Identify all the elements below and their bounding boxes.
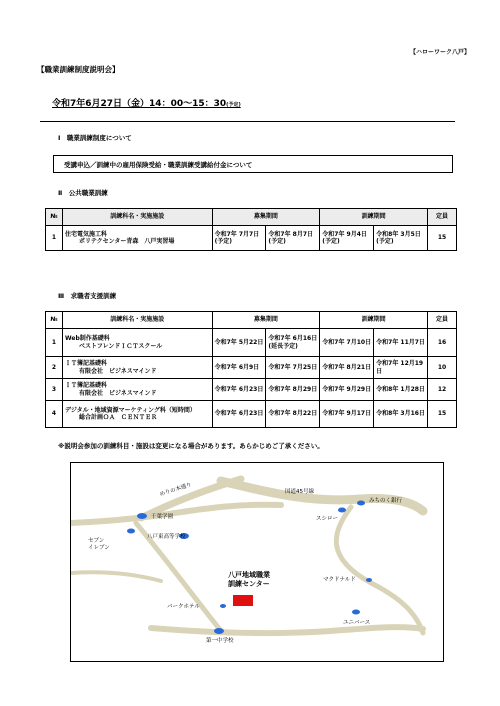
label-training-center: 八戸地域職業 訓練センター — [228, 571, 270, 589]
recruit-end: 令和7年 7月25日 — [266, 357, 320, 379]
training-end: 令和7年 12月19日 — [374, 357, 428, 379]
road-upper — [71, 505, 281, 523]
row-no: 2 — [46, 357, 63, 379]
row-no: 1 — [46, 329, 63, 357]
table-row — [46, 357, 457, 379]
row-course — [62, 357, 212, 379]
section3-title: Ⅲ 求職者支援訓練 — [58, 292, 117, 300]
header-course: 訓練科名・実施施設 — [62, 312, 212, 329]
section2-title: Ⅱ 公共職業訓練 — [58, 189, 108, 197]
row-capacity: 15 — [428, 401, 457, 428]
header-no: № — [46, 209, 63, 226]
marker-bank — [357, 501, 365, 506]
row-course — [62, 226, 212, 251]
header-capacity: 定員 — [428, 312, 457, 329]
center-building — [233, 595, 253, 606]
table-header-row — [46, 209, 457, 226]
marker-universe — [352, 610, 360, 615]
recruit-start: 令和7年 6月23日 — [212, 401, 266, 428]
header-no: № — [46, 312, 63, 329]
table-row — [46, 379, 457, 401]
office-tag: 【ハローワーク八戸】 — [409, 49, 470, 56]
label-higashi: 八戸東高等学校 — [147, 534, 186, 540]
training-start: 令和7年 7月10日 — [320, 329, 374, 357]
table-header-row — [46, 312, 457, 329]
course-name: Web制作基礎科 — [64, 335, 110, 343]
course-name: デジタル・地域資源マーケティング科（短時間） — [64, 406, 196, 414]
course-name: ＩＴ簿記基礎科 — [64, 360, 107, 368]
map-roads — [71, 463, 443, 661]
row-capacity: 15 — [428, 226, 457, 251]
training-start: 令和7年 9月17日 — [320, 401, 374, 428]
table-row — [46, 329, 457, 357]
recruit-start: 令和7年 5月22日 — [212, 329, 266, 357]
row-course — [62, 329, 212, 357]
label-sushiro: スシロー — [316, 516, 339, 522]
divider — [40, 121, 455, 122]
road-left — [71, 572, 161, 581]
row-no: 4 — [46, 401, 63, 428]
access-map — [70, 462, 444, 662]
label-bank: みちのく銀行 — [369, 498, 403, 504]
recruit-start: 令和7年 6月23日 — [212, 379, 266, 401]
course-facility: 総合計画ＯＡ ＣＥＮＴＥＲ — [78, 414, 157, 421]
marker-daiichi — [214, 628, 224, 634]
header-recruit: 募集期間 — [212, 209, 320, 226]
marker-seven — [127, 529, 135, 534]
label-road-route45: 国道45号線 — [285, 489, 314, 495]
row-no: 3 — [46, 379, 63, 401]
course-facility: ベストフレンドＩＣＴスクール — [78, 342, 163, 350]
header-recruit: 募集期間 — [212, 312, 320, 329]
label-road-merinoki: めりの木通り — [159, 481, 193, 498]
event-date-note: (予定) — [226, 102, 241, 108]
label-universe: ユニバース — [343, 620, 371, 626]
recruit-end: 令和7年 8月7日(予定) — [266, 226, 320, 251]
road-right — [336, 507, 423, 633]
training-start: 令和7年 9月4日(予定) — [320, 226, 374, 251]
event-datetime — [52, 96, 241, 109]
course-facility: 有限会社 ビジネスマインド — [78, 389, 157, 397]
section1-box: 受講申込／訓練中の雇用保険受給・職業訓練受講給付金について — [53, 155, 453, 173]
public-training-table — [45, 208, 457, 251]
label-chiba: 千葉学園 — [151, 514, 174, 520]
label-seven: セブン イレブン — [88, 538, 110, 551]
road-bottom — [151, 627, 423, 633]
marker-chiba — [137, 513, 147, 519]
row-course — [62, 379, 212, 401]
marker-mac — [366, 578, 372, 582]
training-end: 令和8年 3月16日 — [374, 401, 428, 428]
recruit-end: 令和7年 6月16日 (延長予定) — [266, 329, 320, 357]
course-facility: 有限会社 ビジネスマインド — [78, 367, 157, 375]
training-end: 令和8年 3月5日(予定) — [374, 226, 428, 251]
training-start: 令和7年 9月29日 — [320, 379, 374, 401]
training-start: 令和7年 8月21日 — [320, 357, 374, 379]
jobseeker-training-table — [45, 311, 457, 428]
table-row — [46, 226, 457, 251]
marker-sushiro — [338, 508, 346, 513]
header-training: 訓練期間 — [320, 209, 428, 226]
course-facility: ポリテクセンター青森 八戸実習場 — [78, 238, 175, 245]
section1-title: Ⅰ 職業訓練制度について — [58, 134, 132, 142]
event-date-text: 令和7年6月27日（金）14：00～15：30 — [52, 99, 227, 109]
course-name: ＩＴ簿記基礎科 — [64, 382, 107, 390]
row-capacity: 10 — [428, 357, 457, 379]
label-mcdonalds: マクドナルド — [323, 577, 356, 583]
recruit-end: 令和7年 8月22日 — [266, 401, 320, 428]
row-no: 1 — [46, 226, 63, 251]
marker-hotel — [220, 604, 226, 608]
table-row — [46, 401, 457, 428]
recruit-start: 令和7年 6月9日 — [212, 357, 266, 379]
header-training: 訓練期間 — [320, 312, 428, 329]
label-park-hotel: パークホテル — [167, 604, 200, 610]
row-course — [62, 401, 212, 428]
recruit-end: 令和7年 8月29日 — [266, 379, 320, 401]
training-end: 令和7年 11月7日 — [374, 329, 428, 357]
recruit-start: 令和7年 7月7日(予定) — [212, 226, 266, 251]
course-name: 住宅電気施工科 — [64, 230, 107, 238]
document-heading: 【職業訓練制度説明会】 — [37, 65, 120, 74]
row-capacity: 16 — [428, 329, 457, 357]
header-capacity: 定員 — [428, 209, 457, 226]
training-end: 令和8年 1月28日 — [374, 379, 428, 401]
footnote: ※説明会参加の訓練科目・施設は変更になる場合があります。あらかじめご了承ください。 — [58, 442, 324, 450]
row-capacity: 12 — [428, 379, 457, 401]
label-daiichi: 第一中学校 — [206, 638, 234, 644]
header-course: 訓練科名・実施施設 — [62, 209, 212, 226]
